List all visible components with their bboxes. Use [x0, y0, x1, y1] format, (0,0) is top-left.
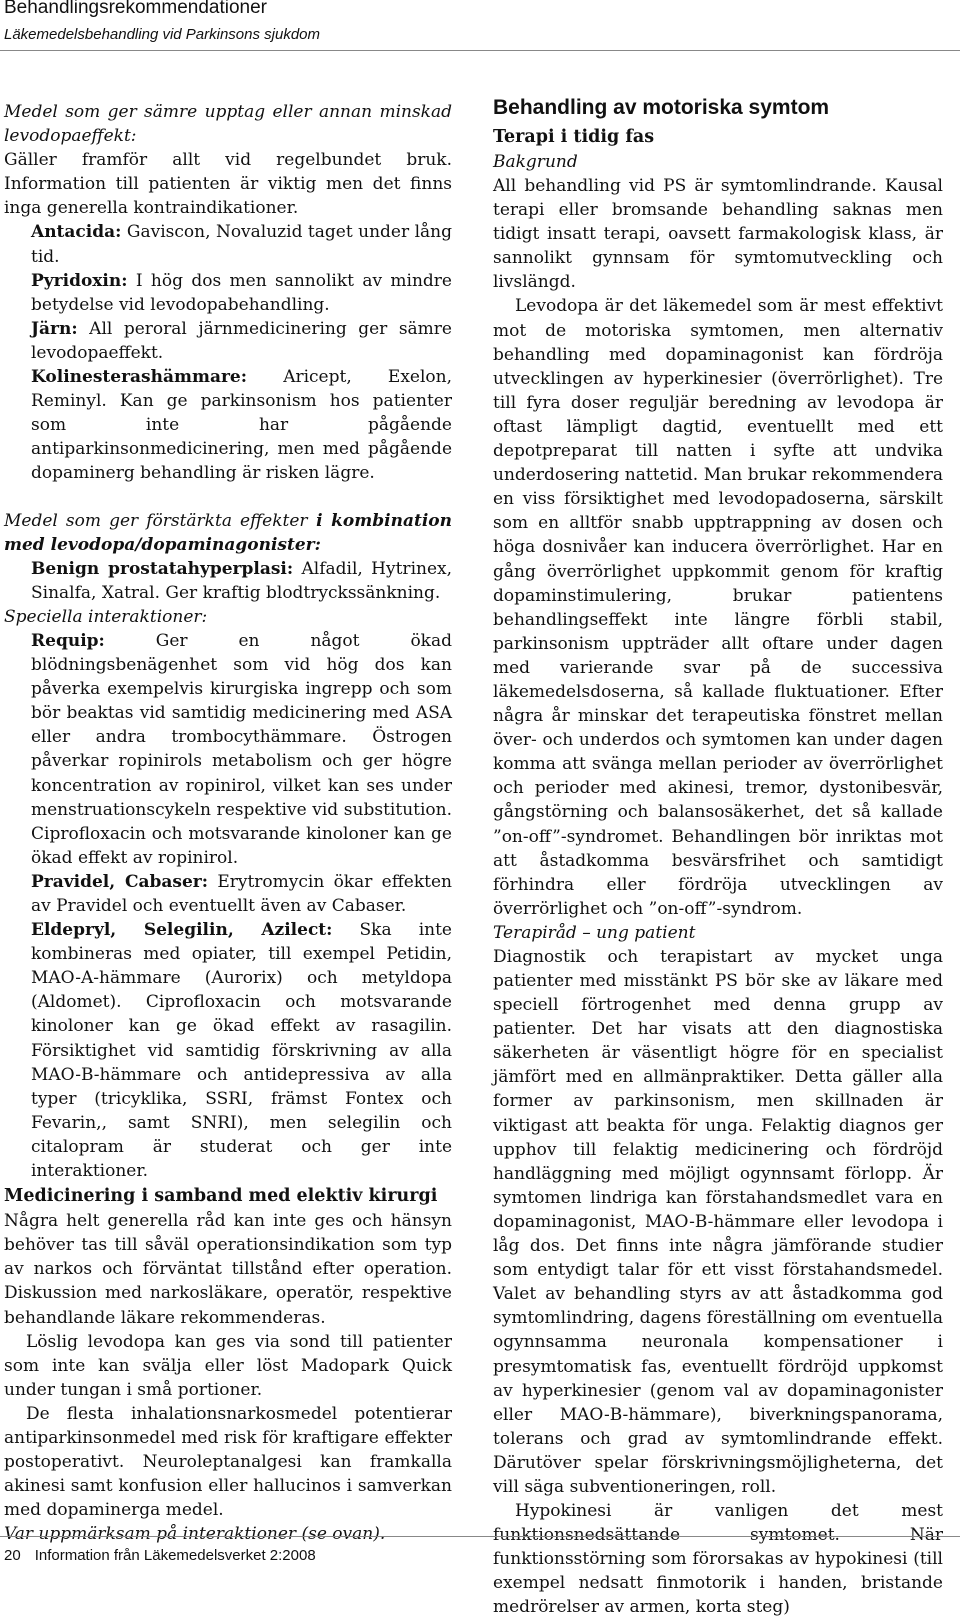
reduced-effect-list [4, 220, 452, 485]
section-intro: Gäller framför allt vid regelbundet bruk. Information till patienten är viktig men det finns inga generella kontraindikationer. [4, 150, 452, 219]
drug-text: Ska inte kombineras med opiater, till exempel Petidin, MAO-A-hämmare (Aurorix) och metyldopa (Aldomet). Ciprofloxacin och motsvarande kinoloner kan ge ökad effekt av rasagilin. Försiktighet vid samtidig förskrivning av alla MAO-B-hämmare och antidepressiva av alla typer (tricyklika, SSRI, främst Fontex och Fevarin,, samt SNRI), men selegilin och citalopram är studerat och ger inte interaktioner. [31, 920, 452, 1182]
section-heading-enhanced-effect: Medel som ger förstärkta effekter i kombination med levodopa/dopaminagonister: [4, 510, 452, 555]
drug-term: Pravidel, Cabaser: [31, 871, 209, 892]
list-item [31, 317, 452, 365]
drug-text: Alfadil, Hytrinex, Sinalfa, Xatral. Ger kraftig blodtryckssänkning. [31, 558, 453, 603]
section-heading-elective-surgery: Medicinering i samband med elektiv kirurgi [4, 1186, 438, 1207]
paragraph: Diagnostik och terapistart av mycket unga patienter med misstänkt PS bör ske av läkare med speciell förtrogenhet med denna grupp av patienter. Det har visats att den diagnostiska säkerheten är väsentligt högre för en specialist jämfört med en allmänpraktiker. Detta gäller alla former av parkinsonism, men skillnaden är viktigast att beakta för unga. Felaktig diagnos ger upphov till felaktig medicinering och fördröjd handläggning med möjligt ogynnsamt förlopp. Är symtomen lindriga kan förstahandsmedlet vara en dopaminagonist, MAO-B-hämmare eller levodopa i låg dos. Det finns inte några jämförande studier som entydigt talar för ett visst förstahandsmedel. Valet av behandling styrs av att åstadkomma god symtomlindring, dagens föreställning om eventuella ogynnsamma neuronala kompensationer i presymtomatisk fas, eventuellt fördröjd uppkomst av hyperkinesier (genom val av dopaminagonister eller MAO-B-hämmare), biverkningspanorama, tolerans och grad av symtomlindrande effekt. Därutöver spelar förskrivningsmöjligheterna, det vill säga subventioneringen, roll. [493, 946, 943, 1497]
drug-text: Erytromycin ökar effekten av Pravidel och eventuellt även av Cabaser. [31, 871, 452, 916]
interaction-note: Var uppmärksam på interaktioner (se ovan). [4, 1524, 386, 1545]
drug-term: Eldepryl, Selegilin, Azilect: [31, 920, 333, 941]
paragraph: All behandling vid PS är symtomlindrande. Kausal terapi eller bromsande behandling saknas men tidigt insatt terapi, oavsett farmakologisk klass, är sannolikt gynnsam för symtomutveckling och livslängd. [493, 176, 943, 293]
left-column [4, 100, 452, 1546]
section-heading-reduced-effect: Medel som ger sämre upptag eller annan minskad levodopaeffekt: [4, 102, 452, 147]
drug-term: Benign prostatahyperplasi: [31, 558, 294, 579]
list-item [31, 269, 452, 317]
running-header-subtitle: Läkemedelsbehandling vid Parkinsons sjukdom [4, 26, 321, 43]
drug-term: Kolinesterashämmare: [31, 367, 248, 388]
paragraph: Löslig levodopa kan ges via sond till patienter som inte kan svälja eller löst Madopark Quick under tungan i små portioner. [4, 1331, 452, 1400]
footer-rule [0, 1536, 960, 1537]
label-background: Bakgrund [493, 152, 578, 172]
drug-term: Requip: [31, 630, 105, 651]
drug-text: Ger en något ökad blödningsbenägenhet som vid hög dos kan påverka exempelvis kirurgiska ingrepp och som bör beaktas vid samtidig medicinering med ASA eller andra trombocythämmare. Östrogen påverkar ropinirols metabolism och ger högre koncentration av ropinirol, vilket kan ses under menstruationscykeln respektive vid substitution. Ciprofloxacin och motsvarande kinoloner kan ge ökad effekt av ropinirol. [31, 630, 452, 868]
enhanced-effect-list [4, 557, 452, 605]
list-item [31, 557, 452, 605]
page-number: 20 [4, 1547, 21, 1564]
page-footer [4, 1547, 316, 1564]
section-heading-motor-symptoms: Behandling av motoriska symtom [493, 96, 830, 119]
drug-term: Pyridoxin: [31, 270, 128, 291]
publication-name: Information från Läkemedelsverket 2:2008 [34, 1547, 316, 1564]
list-item [31, 870, 452, 918]
label-young-patient: Terapiråd – ung patient [493, 922, 696, 943]
header-rule [0, 50, 960, 51]
right-column [493, 92, 943, 1620]
drug-text: All peroral järnmedicinering ger sämre levodopaeffekt. [31, 318, 452, 363]
paragraph: De flesta inhalationsnarkosmedel potentierar antiparkinsonmedel med risk för kraftigare effekter postoperativt. Neuroleptanalgesi kan framkalla akinesi samt konfusion eller hallucinos i samverkan med dopaminerga medel. [4, 1403, 452, 1521]
paragraph: Några helt generella råd kan inte ges och hänsyn behöver tas till såväl operationsindikation som typ av narkos och förväntat tillstånd efter operation. Diskussion med narkosläkare, operatör, respektive behandlande läkare rekommenderas. [4, 1211, 452, 1328]
running-header-title: Behandlingsrekommendationer [4, 0, 267, 18]
paragraph: Hypokinesi är vanligen det mest funktionsnedsättande symtomet. När funktionsstörning som förorsakas av hypokinesi (till exempel nedsatt finmotorik i handen, bristande medrörelser av armen, korta steg) [493, 1501, 943, 1618]
section-heading-special-interactions: Speciella interaktioner: [4, 606, 208, 627]
drug-text: Gaviscon, Novaluzid taget under lång tid. [31, 222, 452, 267]
list-item [31, 365, 452, 485]
drug-text: I hög dos men sannolikt av mindre betydelse vid levodopabehandling. [31, 270, 452, 315]
drug-text: Aricept, Exelon, Reminyl. Kan ge parkinsonism hos patienter som inte har pågående antiparkinsonmedicinering, men med pågående dopaminerg behandling är risken lägre. [31, 367, 452, 484]
paragraph: Levodopa är det läkemedel som är mest effektivt mot de motoriska symtomen, men alternativ behandling med dopaminagonist kan fördröja utvecklingen av hyperkinesier (överrörlighet). Tre till fyra doser reguljär beredning av levodopa är oftast lämpligt dagtid, eventuellt med ett depotpreparat till natten i syfte att undvika underdosering nattetid. Man brukar rekommendera en viss försiktighet med levodopadoserna, särskilt som en alltför snabb upptrappning av dosen och höga dosnivåer kan inducera överrörlighet. Har en gång överrörlighet uppkommit genom för kraftig dopaminstimulering, brukar patientens behandlingseffekt inte längre förbli stabil, parkinsonism uppträder allt oftare under dagen med varierande svar på de successiva läkemedelsdoserna, så kallade fluktuationer. Efter några år minskar det terapeutiska fönstret mellan över- och underdos och symtomen kan under dagen komma att svänga mellan perioder av överrörlighet och perioder med akinesi, tremor, dystonibesvär, gångstörning och balansosäkerhet, det så kallade ”on-off”-syndromet. Behandlingen bör inriktas mot att åstadkomma besvärsfrihet och samtidigt förhindra eller fördröja utvecklingen av överrörlighet och ”on-off”-syndrom. [493, 296, 943, 919]
drug-term: Antacida: [31, 222, 122, 243]
drug-term: Järn: [31, 318, 78, 339]
list-item [31, 918, 452, 1183]
list-item [31, 629, 452, 870]
list-item [31, 220, 452, 268]
subheading-early-phase: Terapi i tidig fas [493, 127, 655, 147]
special-interactions-list [4, 629, 452, 1183]
